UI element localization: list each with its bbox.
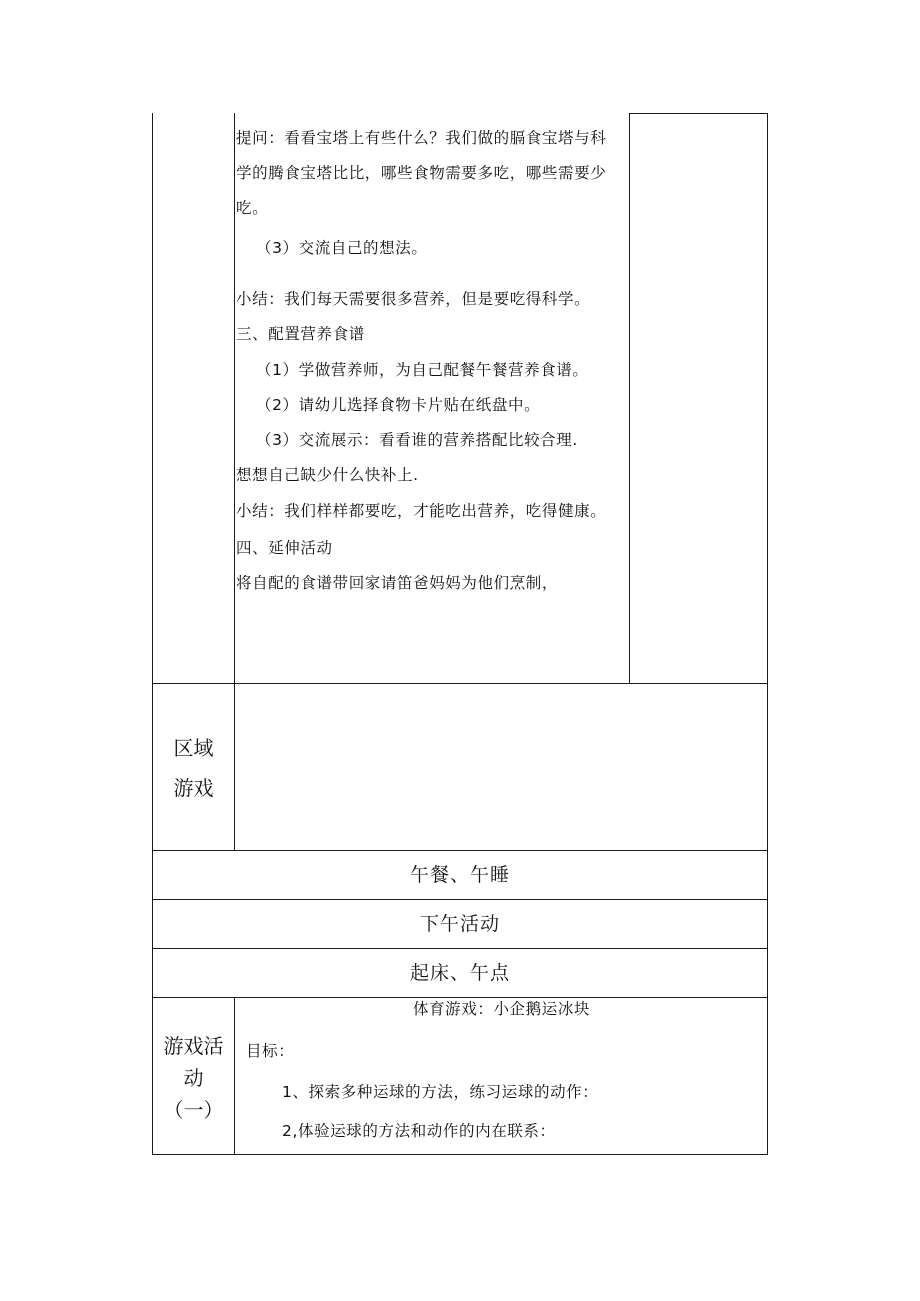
regional-games-label-line2: 游戏 bbox=[173, 776, 214, 800]
band-afternoon-activity: 下午活动 bbox=[419, 913, 500, 935]
lesson-line: 提问：看看宝塔上有些什么？我们做的膈食宝塔与科 bbox=[236, 129, 607, 147]
row-divider-afternoon-end bbox=[152, 948, 768, 949]
game-activity-title: 体育游戏：小企鹅运冰块 bbox=[412, 1000, 591, 1018]
game-activity-label-line1: 游戏活 bbox=[163, 1034, 224, 1058]
band-lunch-nap: 午餐、午睡 bbox=[409, 864, 510, 886]
notes-column-divider bbox=[629, 113, 630, 683]
label-column-divider-top bbox=[234, 113, 235, 850]
band-wakeup-snack: 起床、午点 bbox=[409, 962, 510, 984]
game-activity-goal: 1、探索多种运球的方法，练习运球的动作： bbox=[282, 1083, 599, 1101]
table-right-border bbox=[767, 113, 768, 1155]
table-bottom-border bbox=[152, 1154, 768, 1155]
lesson-section-heading: 四、延伸活动 bbox=[236, 539, 333, 557]
lesson-line: （1）学做营养师，为自己配餐午餐营养食谱。 bbox=[256, 361, 589, 379]
game-activity-label-line2: 动 bbox=[183, 1066, 204, 1090]
lesson-line: （3）交流自己的想法。 bbox=[256, 239, 428, 257]
lesson-line: 想想自己缺少什么快补上. bbox=[236, 466, 419, 484]
label-column-divider-bottom bbox=[234, 997, 235, 1155]
lesson-line: （2）请幼儿选择食物卡片贴在纸盘中。 bbox=[256, 396, 541, 414]
regional-games-label-line1: 区域 bbox=[173, 736, 214, 760]
lesson-line: 将自配的食谱带回家请笛爸妈妈为他们烹制， bbox=[236, 574, 559, 592]
lesson-section-heading: 三、配置营养食谱 bbox=[236, 325, 365, 343]
game-activity-label bbox=[153, 1030, 234, 1126]
lesson-line: 吃。 bbox=[236, 199, 269, 217]
row-divider-regional-end bbox=[152, 850, 768, 851]
regional-games-label bbox=[153, 733, 234, 803]
row-divider-lesson-end bbox=[152, 683, 768, 684]
lesson-summary: 小结：我们每天需要很多营养，但是要吃得科学。 bbox=[236, 290, 591, 308]
game-activity-goals-heading: 目标： bbox=[246, 1042, 295, 1060]
row-divider-wakeup-end bbox=[152, 997, 768, 998]
game-activity-label-line3: （一） bbox=[163, 1098, 224, 1122]
row-divider-lunch-end bbox=[152, 899, 768, 900]
table-left-border bbox=[152, 113, 153, 1155]
lesson-summary: 小结：我们样样都要吃，才能吃出营养，吃得健康。 bbox=[236, 502, 607, 520]
game-activity-goal: 2,体验运球的方法和动作的内在联系： bbox=[282, 1122, 556, 1140]
notes-column-top-border bbox=[629, 113, 768, 114]
lesson-line: （3）交流展示：看看谁的营养搭配比较合理. bbox=[256, 431, 578, 449]
lesson-line: 学的腾食宝塔比比，哪些食物需要多吃，哪些需要少 bbox=[236, 164, 607, 182]
regional-games-content bbox=[236, 686, 764, 846]
